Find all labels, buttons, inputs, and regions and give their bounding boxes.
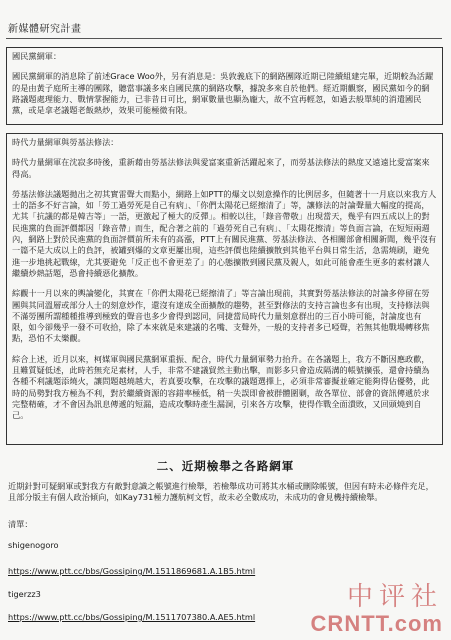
entry-link[interactable]: https://www.ptt.cc/bbs/Gossiping/M.1511707380.A.AE5.html: [8, 612, 256, 622]
npp-box-heading: 時代力量網軍與勞基法修法：: [12, 137, 119, 147]
entry-link[interactable]: https://www.ptt.cc/bbs/Gossiping/M.1511869681.A.1B5.html: [8, 566, 256, 576]
watermark-english: CRNTT.com: [310, 611, 443, 636]
watermark: [311, 582, 443, 636]
npp-box-paragraph-4: 綜合上述，近月以來，柯媒軍與國民黨網軍重振、配合，時代力量網軍勢力抬升。在各議題上，我方不斷因應政歡，且難質疑低述，此時若無充足素材，人手，非常不建議貿然主動出擊，而影多只會造成隔溝的帳號擴張，還會持續為各種不利議題添燒火，讓問題越燒越大，若真要攻擊，在攻擊的議題選擇上，必須非常審擬並確定能夠得佔優勢，此時的局勢對我方極為不利，對於繼續資源的容錯率極低，稍一失誤即會被群體圍剿，故各單位、部會的資訊傳遞於求完整精確，才不會因為訊息傳遞的短漏，造成攻擊時產生漏洞，引來各方攻擊，使得作戰全面潰敗，又回頭燒到自己。: [12, 353, 430, 421]
section-intro: 近期針對可疑網軍或對我方有敵對意識之帳號進行檢舉，若檢舉成功可將其水桶或刪除帳號，但因有時未必條件充足，且部分版主有個人政治傾向，如Kay731極力護航柯文哲，故未必全數成功，未成功的會見機持續檢舉。: [8, 481, 434, 503]
list-label: 清單：: [8, 519, 33, 529]
document-header-title: 新媒體研究計畫: [8, 24, 82, 35]
kmt-box-heading: 國民黨網軍：: [12, 51, 62, 61]
entry-username: tigerzz3: [8, 589, 41, 599]
watermark-chinese: 中评社: [346, 582, 443, 612]
kmt-cyber-army-box: [6, 47, 443, 125]
npp-box-paragraph-3: 綜觀十一月以來的輿論變化，其實在「你們太陽花已經擦清了」等言論出現前，其實對勞基法修法的討論多停留在勞團與其同溫層或部分人士的刻意炒作，還沒有達成全面擴散的趨勢，甚至對修法的支持言論也多有出現，支持修法與不滿勞團所謂種種推導到極致的聲音也多少會得到認同，同捷當局時代力量刻意群出的三百小時可能，討論度也有限，如今卻幾乎一發不可收拾，除了本來就是來建議的名嘴、支聲外，一般的支持者多已啞聲，若無其他戰場轉移焦點，恐怕不太樂觀。: [12, 288, 430, 344]
npp-box-paragraph-1: 時代力量網軍在沈寂多時後，重新藉由勞基法修法與愛富案重新活躍起來了，而勞基法修法的熱度又遠遠比愛富案來得高。: [12, 157, 430, 179]
npp-cyber-army-box: [6, 133, 443, 445]
header-divider: [6, 38, 442, 39]
kmt-box-paragraph: 國民黨網軍的消息除了前述Grace Woo外，另有消息是：吳敦義底下的網路團隊近期已陸續組建完畢，近期較為活躍的是由黃子庭所主導的團隊，聽當事議多來自國民黨的網路攻擊，據說多來自於他們。經近期觀察，國民黨如今的網路議題處理能力、戰情掌握能力，已非昔日可比，網軍數量也顯為龐大，故不宜再輕忽，如過去般單純的消遣國民黨，或是拿老議題老飯熱炒，效果可能極微有限。: [12, 71, 434, 116]
npp-box-paragraph-2: 勞基法修法議題拋出之初其實雷聲大而點小，網路上如PTT的爆文以刻意操作的比例居多，但隨著十一月底以來我方人士的語多不好言論，如「勞工過勞死是自己有病」、「你們太陽花已經擦清了」等，讓修法的討論聲量大幅度的提高，尤其「抗議的都是韓吉等」一語，更激起了極大的反彈」。相較以往，「錄音帶敬」出現當天，幾乎有四五成以上的對民進黨的負面評價都因「錄音帶」而生，配合著之前的「過勞死自己有病」、「太陽花擦清」等負面言論，在短短兩週內，網路上對於民進黨的負面評價前所未有的高漲，PTT上有關民進黨、勞基法修法、各相關部會相關新聞，幾乎沒有一篇不是大成以上的負評，被罐到爆的文章更屢出現，這些評價也陸續擴散到其他平台與日常生活，急需燒刷，避免進一步地挑起戰線，尤其要避免「反正也不會更差了」的心態擴散到國民黨及親人，如此可能會產生更多的素材讓人繼續炒熱話題，恐會持續惡化擴散。: [12, 188, 437, 278]
section-heading: 二、近期檢舉之各路網軍: [156, 459, 295, 473]
entry-username: shigenogoro: [8, 540, 59, 550]
